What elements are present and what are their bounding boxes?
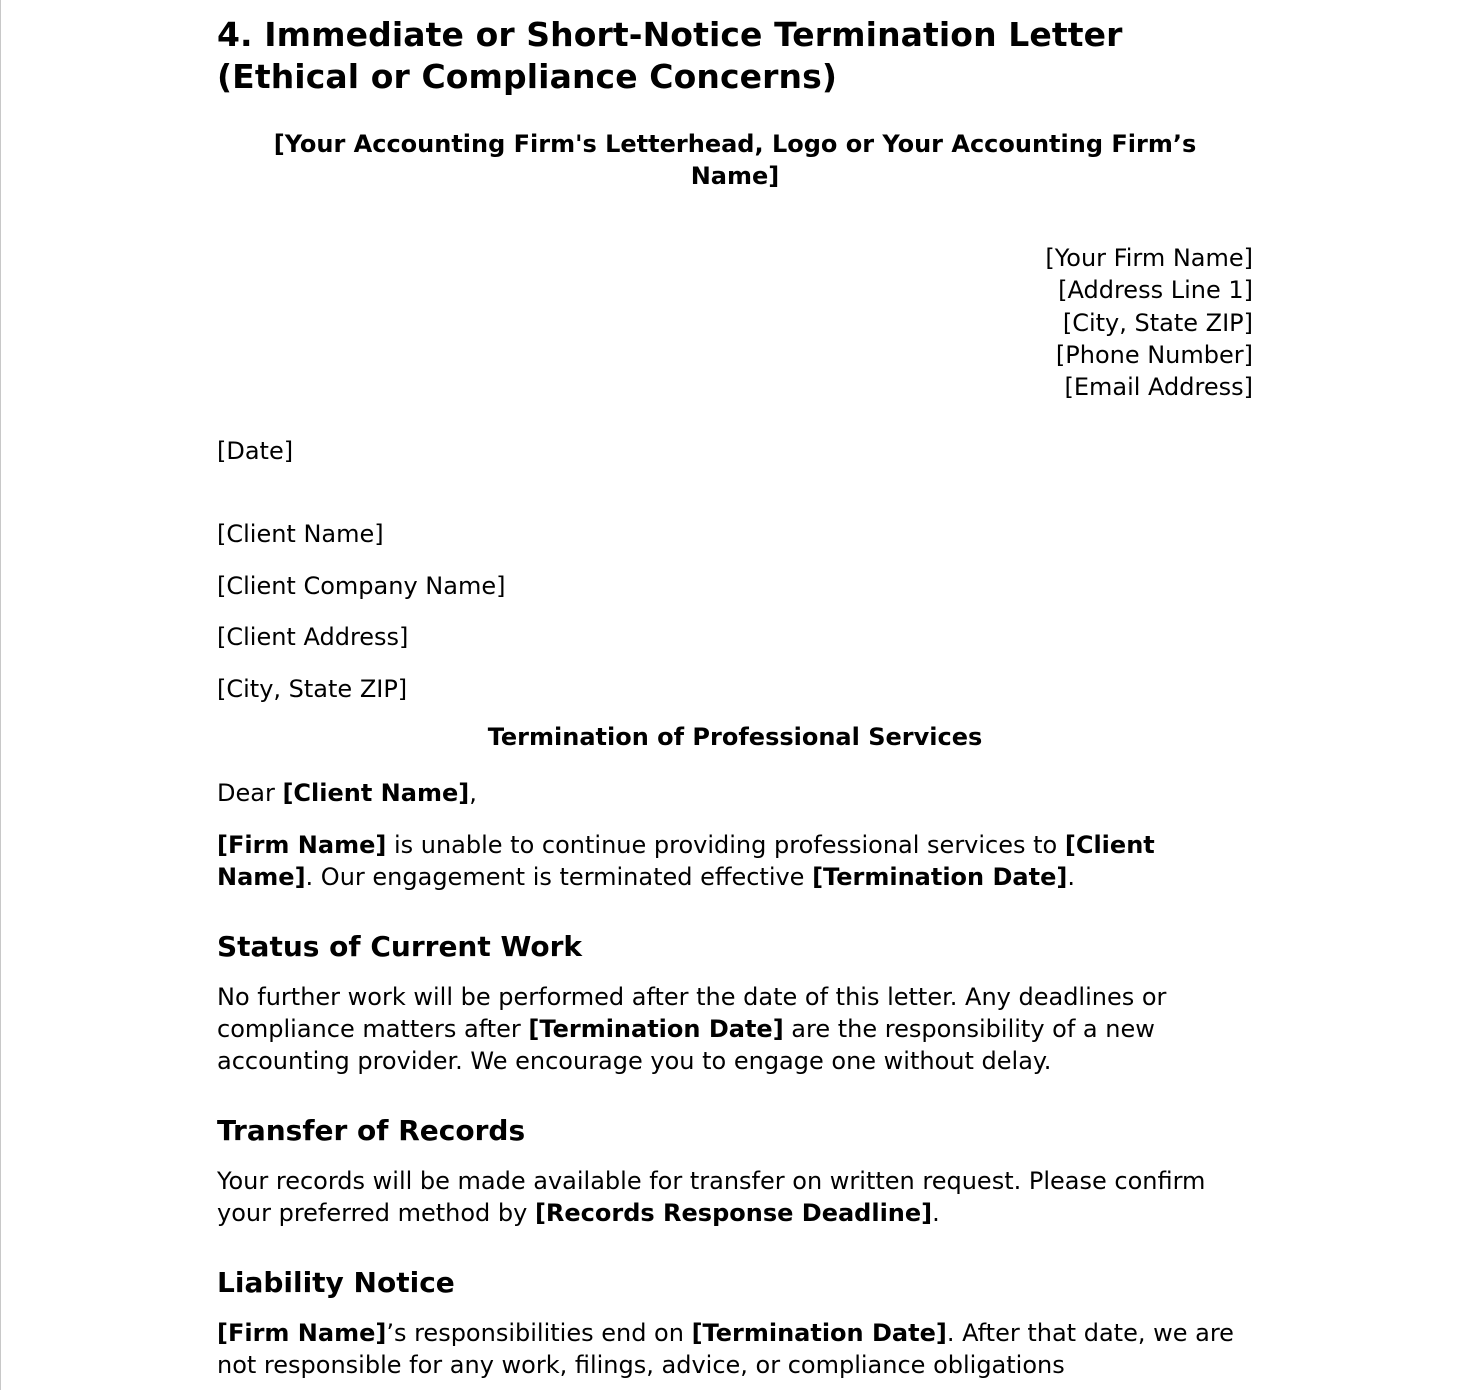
salutation-prefix: Dear: [217, 779, 283, 808]
letter-date: [Date]: [217, 437, 294, 466]
letter-subject: Termination of Professional Services: [487, 723, 983, 752]
intro-paragraph: [217, 829, 1253, 893]
intro-termination-date: [Termination Date]: [812, 863, 1068, 892]
recipient-company-name: [Client Company Name]: [217, 571, 506, 600]
sender-firm-name: [Your Firm Name]: [1045, 244, 1253, 272]
recipient-city-state-zip: [City, State ZIP]: [217, 674, 408, 703]
sender-address-line-1: [Address Line 1]: [1058, 276, 1253, 305]
section-heading-records: Transfer of Records: [217, 1114, 526, 1148]
status-text-2: are the responsibility of a new accounting provider. We encourage you to engage one without delay.: [217, 1015, 1155, 1076]
salutation-suffix: ,: [469, 779, 477, 808]
letterhead-placeholder: [Your Accounting Firm's Letterhead, Logo or Your Accounting Firm’s Name]: [273, 130, 1197, 190]
status-text-1: No further work will be performed after the date of this letter. Any deadlines or compliance matters after: [217, 983, 1167, 1044]
sender-address-block: [217, 242, 1253, 403]
records-text-2: .: [932, 1199, 940, 1228]
records-response-deadline: [Records Response Deadline]: [534, 1199, 933, 1228]
intro-text-2: . Our engagement is terminated effective: [305, 863, 813, 892]
intro-text-3: .: [1067, 863, 1075, 892]
recipient-address-block: [217, 518, 1253, 705]
liability-text-2: . After that date, we are not responsible for any work, filings, advice, or compliance obligations: [217, 1319, 1234, 1380]
intro-client-name: [Client Name]: [217, 831, 1155, 892]
letter-page: [217, 0, 1253, 1381]
liability-firm-name: [Firm Name]: [217, 1319, 387, 1348]
liability-termination-date: [Termination Date]: [691, 1319, 947, 1348]
records-text-1: Your records will be made available for transfer on written request. Please confirm your preferred method by: [217, 1167, 1206, 1228]
intro-firm-name: [Firm Name]: [217, 831, 387, 860]
sender-email: [Email Address]: [1064, 373, 1253, 402]
recipient-address: [Client Address]: [217, 623, 409, 652]
page-left-border: [0, 0, 1, 1390]
sender-city-state-zip: [City, State ZIP]: [1062, 308, 1253, 337]
salutation-client-name: [Client Name]: [282, 779, 470, 808]
liability-paragraph: [217, 1317, 1253, 1381]
page-title: 4. Immediate or Short-Notice Termination Letter (Ethical or Compliance Concerns): [217, 15, 1123, 96]
status-termination-date: [Termination Date]: [528, 1015, 784, 1044]
intro-text-1: is unable to continue providing professional services to: [386, 831, 1065, 860]
recipient-client-name: [Client Name]: [217, 520, 384, 549]
section-heading-status: Status of Current Work: [217, 930, 583, 964]
records-paragraph: [217, 1165, 1253, 1229]
liability-text-1: ’s responsibilities end on: [386, 1319, 692, 1348]
sender-phone: [Phone Number]: [1055, 340, 1253, 369]
salutation: [217, 777, 1253, 809]
section-heading-liability: Liability Notice: [217, 1266, 455, 1300]
status-paragraph: [217, 981, 1253, 1077]
